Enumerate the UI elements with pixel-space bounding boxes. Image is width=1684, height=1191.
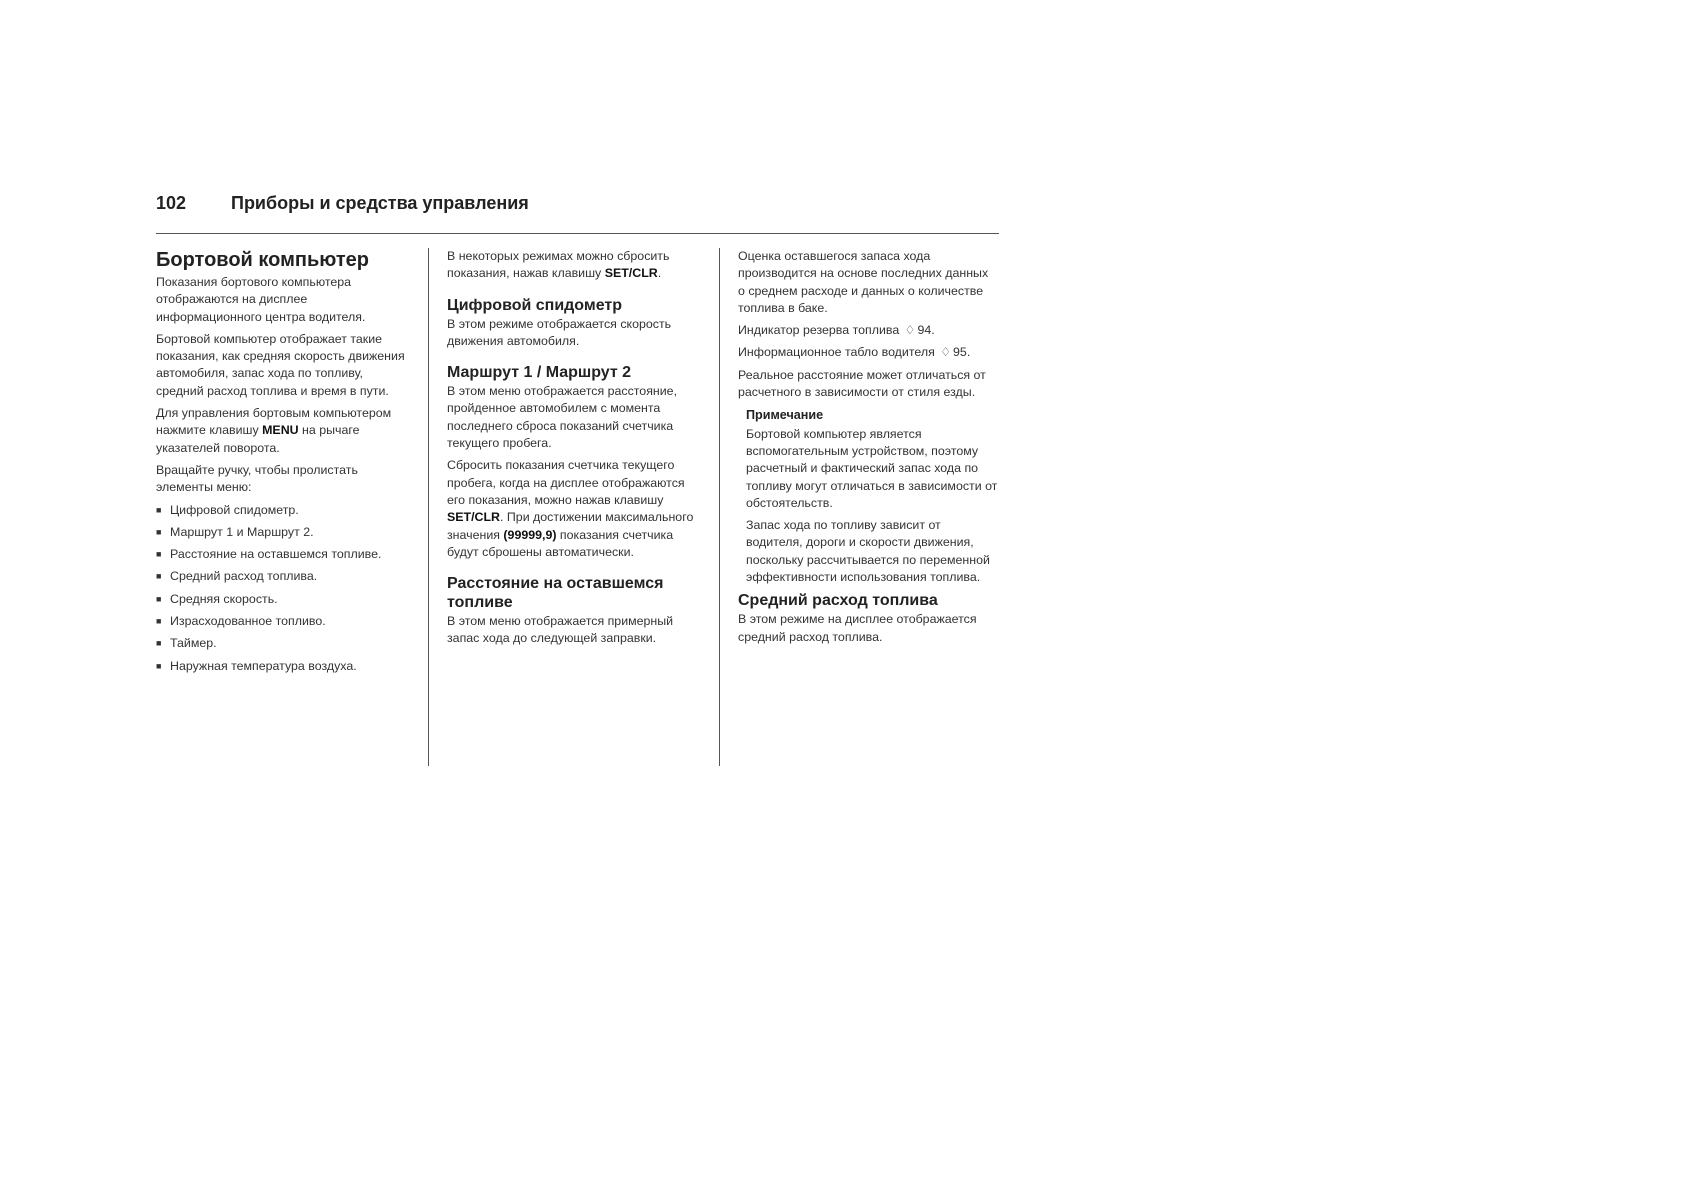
list-item: ■ Наружная температура воздуха. [156, 658, 412, 675]
list-item: ■ Израсходованное топливо. [156, 613, 412, 630]
list-item: ■ Средний расход топлива. [156, 568, 412, 585]
key-name: SET/CLR [447, 510, 501, 525]
column-divider [719, 248, 720, 766]
list-item: ■ Цифровой спидометр. [156, 502, 412, 519]
paragraph: В этом режиме отображается скорость движения автомобиля. [447, 316, 672, 348]
note-title: Примечание [746, 408, 824, 423]
text: . [657, 266, 662, 281]
list-item: ■ Маршрут 1 и Маршрут 2. [156, 524, 412, 541]
menu-items-list [156, 502, 412, 675]
paragraph: В этом меню отображается расстояние, пройденное автомобилем с момента последнего сброса показаний счетчика текущего пробега. [447, 384, 678, 451]
paragraph: Показания бортового компьютера отображаются на дисплее информационного центра водителя. [156, 275, 366, 324]
text: В некоторых режимах можно сбросить показания, нажав клавишу [447, 249, 670, 281]
cross-reference: Информационное табло водителя ♢ 95. [738, 344, 998, 361]
paragraph [447, 457, 705, 561]
page-reference-icon: ♢ [904, 323, 916, 338]
paragraph: Бортовой компьютер отображает такие показания, как средняя скорость движения автомобиля, запас хода по топливу, средний расход топлива и время в пути. [156, 331, 405, 398]
column-divider [428, 248, 429, 766]
paragraph: Реальное расстояние может отличаться от расчетного в зависимости от стиля езды. [738, 367, 986, 400]
list-item: ■ Средняя скорость. [156, 591, 412, 608]
text: показания счетчика будут сброшены автоматически. [447, 527, 674, 559]
page-reference[interactable]: 95 [953, 345, 967, 360]
subsection-title: Цифровой спидометр [447, 296, 622, 314]
column-3 [738, 248, 998, 651]
note-paragraph: Запас хода по топливу зависит от водителя, дороги и скорости движения, поскольку рассчитывается по переменной эффективности использования топлива. [746, 518, 990, 585]
text: Сбросить показания счетчика текущего пробега, когда на дисплее отображаются его показания, можно нажав клавишу [447, 458, 685, 507]
section-title: Бортовой компьютер [156, 249, 369, 271]
paragraph [156, 405, 412, 457]
page-reference-icon: ♢ [940, 345, 952, 360]
paragraph: Оценка оставшегося запаса хода производится на основе последних данных о среднем расходе и данных о количестве топлива в баке. [738, 249, 989, 315]
text: . При достижении максимального значения [447, 510, 694, 542]
subsection-title: Расстояние на оставшемся топливе [447, 575, 664, 612]
cross-reference: Индикатор резерва топлива ♢ 94. [738, 322, 998, 339]
page-number: 102 [156, 193, 187, 213]
text: Информационное табло водителя [738, 345, 935, 360]
subsection-title: Маршрут 1 / Маршрут 2 [447, 364, 632, 382]
paragraph: В этом режиме на дисплее отображается средний расход топлива. [738, 612, 977, 644]
page-header [156, 193, 999, 234]
key-name: SET/CLR [604, 266, 658, 281]
max-value: (99999,9) [503, 527, 557, 542]
list-item: ■ Таймер. [156, 635, 412, 652]
paragraph: В этом меню отображается примерный запас хода до следующей заправки. [447, 614, 674, 646]
chapter-title: Приборы и средства управления [231, 193, 529, 213]
text: Индикатор резерва топлива [738, 323, 900, 338]
text: на рычаге указателей поворота. [156, 423, 360, 455]
page-reference[interactable]: 94 [917, 323, 932, 338]
paragraph: Вращайте ручку, чтобы пролистать элементы меню: [156, 462, 358, 495]
key-name: MENU [262, 423, 299, 438]
paragraph [447, 248, 705, 283]
column-1 [156, 248, 412, 680]
text: Для управления бортовым компьютером нажмите клавишу [156, 406, 392, 438]
list-item: ■ Расстояние на оставшемся топливе. [156, 546, 412, 563]
column-2 [447, 248, 705, 653]
note-paragraph: Бортовой компьютер является вспомогательным устройством, поэтому расчетный и фактический запас хода по топливу могут отличаться в зависимости от обстоятельств. [746, 426, 998, 510]
subsection-title: Средний расход топлива [738, 592, 938, 610]
note-box [746, 407, 998, 586]
